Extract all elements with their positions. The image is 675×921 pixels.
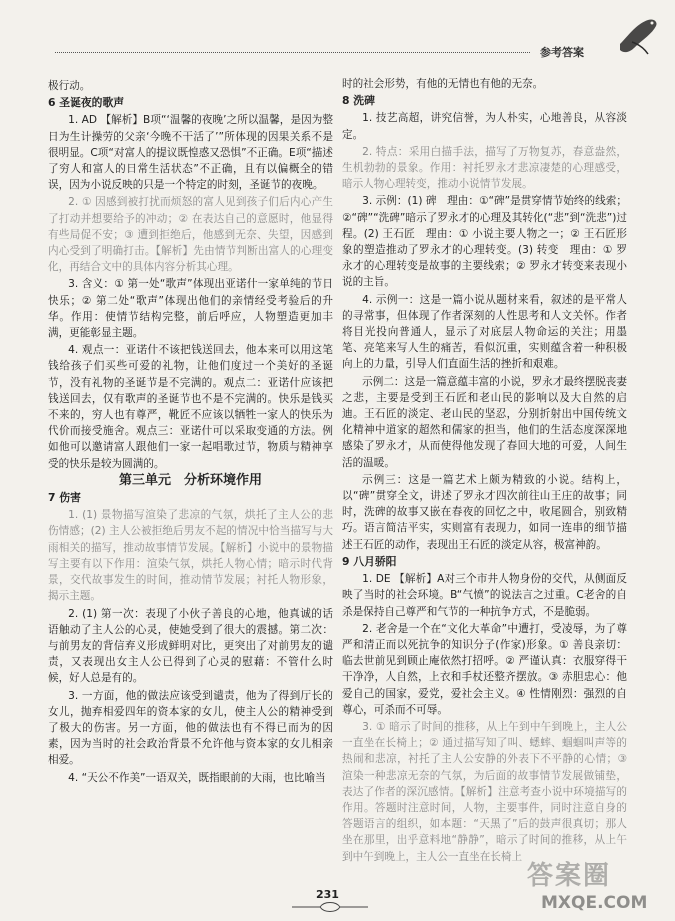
answer-paragraph: 时的社会形势，有他的无情也有他的无奈。 <box>342 78 544 90</box>
answer-paragraph: 2. (1) 第一次：表现了小伙子善良的心地，他真诚的话语触动了主人公的心灵，使她受到了很大的震撼。第二次：与前男友的背信弃义形成鲜明对比，更突出了对前男友的谴责，又表现出女主人公已得到了心灵的慰藉：不管什么时候，好人总是有的。 <box>48 607 333 685</box>
right-column <box>342 76 627 866</box>
answer-paragraph: 极行动。 <box>48 80 91 92</box>
answer-paragraph: 示例三：这是一篇艺术上颇为精致的小说。结构上，以“碑”贯穿全文，讲述了罗永才四次前往山王庄的故事；同时，洗碑的故事又嵌在春夜的回忆之中，收尾圆合，别致精巧。语言简洁平实，实则富有表现力，如同一连串的细节描述王石匠的动作，表现出王石匠的淡定从容，极富神韵。 <box>342 473 627 551</box>
answer-paragraph: 3. 含义：① 第一处“歌声”体现出亚诺什一家单纯的节日快乐；② 第二处“歌声”体现出他们的亲情经受考验后的升华。作用：使情节结构完整，前后呼应，人物塑造更加丰满，更能彰显主题。 <box>48 278 333 340</box>
answer-paragraph: 4. 观点一：亚诺什不该把钱送回去，他本来可以用这笔钱给孩子们买些可爱的礼物，让他们度过一个美好的圣诞节，没有礼物的圣诞节是不完满的。观点二：亚诺什应该把钱送回去，仅有歌声的圣诞节也不是不完满的。快乐是钱买不来的，穷人也有尊严，靴匠不应该以牺牲一家人的快乐为代价而接受施舍。观点三：亚诺什可以采取变通的方法。例如他可以邀请富人跟他们一家一起唱歌过节，物质与精神享受的快乐是较为圆满的。 <box>48 344 333 470</box>
lesson-heading: 8 洗碑 <box>342 94 375 108</box>
answer-paragraph: 4. “天公不作美”一语双关，既指眼前的大雨，也比喻当 <box>68 771 326 784</box>
answer-paragraph: 3. ① 暗示了时间的推移，从上午到中午到晚上，主人公一直坐在长椅上；② 通过描写知了叫、蟋蟀、蝈蝈叫声等的热闹和悲凉，衬托了主人公安静的外表下不平静的心情；③ 渲染一种悲凉无奈的气氛，为后面的故事情节发展做铺垫，表达了作者的深沉感情。【解析】注意考查小说中环境描写的作用。答题时注意时间，人物，主要事件，同时注意自身的答题语言的组织，如本题：“天黑了”后的鼓声很真切；那人坐在那里，出乎意料地“静静”，暗示了时间的推移，从上午到中午到晚上，主人公一直坐在长椅上 <box>342 720 627 863</box>
lesson-heading: 9 八月骄阳 <box>342 554 397 568</box>
answer-paragraph: 1. (1) 景物描写渲染了悲凉的气氛，烘托了主人公的悲伤情感；(2) 主人公被拒绝后男友不起的情况中恰当描写与大雨相关的描写，推动故事情节发展。【解析】小说中的景物描写主要有以下作用：渲染气氛，烘托人物心情；暗示时代背景，交代故事发生的时间，推动情节发展；衬托人物形象，揭示主题。 <box>48 509 333 603</box>
answer-paragraph: 1. AD 【解析】B项“‘温馨的夜晚’之所以温馨，是因为整日为生计操劳的父亲‘今晚不干活了’”所体现的因果关系不是很明显。C项“对富人的提议既惶惑又恐惧”不正确。E项“描述了穷人和富人的日常生活状态”不正确，且有以偏概全的错误，因为小说反映的只是一个特定的时刻，圣诞节的夜晚。 <box>48 114 333 192</box>
answer-paragraph: 4. 示例一：这是一篇小说从题材来看，叙述的是平常人的寻常事，但体现了作者深刻的人性思考和人文关怀。作者将目光投向普通人，显示了对底层人物命运的关注；用墨笔、亮笔来写人生的痛苦，看似沉重，实则蕴含着一种积极向上的力量，引导人们直面生活的挫折和艰难。 <box>342 293 627 371</box>
answer-paragraph: 示例二：这是一篇意蕴丰富的小说，罗永才最终摆脱丧妻之悲，主要是受到王石匠和老山民的影响以及大自然的启迪。王石匠的淡定、老山民的坚忍，分别折射出中国传统文化精神中道家的超然和儒家的担当，他们的生活态度深深地感染了罗永才，从而使得他发现了春回大地的可爱，人间生活的温暖。 <box>342 375 627 469</box>
answer-paragraph: 3. 一方面，他的做法应该受到谴责，他为了得到厅长的女儿，抛弃相爱四年的资本家的女儿，使主人公的精神受到了极大的伤害。另一方面，他的做法也有不得已而为的因素，因为当时的社会政治背景不允许他与资本家的女儿相亲相爱。 <box>48 689 333 767</box>
answer-paragraph: 2. 特点：采用白描手法，描写了万物复苏，春意盎然，生机勃勃的景象。作用：衬托罗永才悲凉凄楚的心理感受，暗示人物心理转变，推动小说情节发展。 <box>342 145 627 191</box>
answer-paragraph: 2. ① 因感到被打扰而烦怒的富人见到孩子们后内心产生了打动并想要给予的冲动；② 在表达自己的意愿时，他显得有些局促不安；③ 遭到拒绝后，他感到无奈、失望，因感到内心受到了明确打击。【解析】先由情节判断出富人的心理变化，再结合文中的具体内容分析其心理。 <box>48 196 333 274</box>
lesson-heading: 7 伤害 <box>48 491 81 505</box>
header-dotted-rule <box>55 52 530 53</box>
lesson-heading: 6 圣诞夜的歌声 <box>48 96 125 110</box>
unit-heading: 第三单元 分析环境作用 <box>118 472 262 488</box>
ink-bird-icon <box>614 14 662 56</box>
footer-ornament-icon <box>290 900 370 914</box>
header-title: 参考答案 <box>540 46 584 59</box>
answer-paragraph: 2. 老舍是一个在“文化大革命”中遭打，受凌辱，为了尊严和清正而以死抗争的知识分子(作家)形象。① 善良亲切：临去世前见到顾止庵依然打招呼。② 严谨认真：衣服穿得干干净净，人自然，上衣和手杖还整齐摆放。③ 赤胆忠心：他爱自己的国家，爱党，爱社会主义。④ 性情刚烈：强烈的自尊心，可杀而不可辱。 <box>342 622 627 716</box>
left-column <box>48 78 333 787</box>
watermark-logo: 答案圈 MXQE.COM <box>527 861 648 913</box>
answer-paragraph: 1. 技艺高超，讲究信誉，为人朴实，心地善良，从容淡定。 <box>342 112 627 141</box>
answer-paragraph: 3. 示例：(1) 碑 理由：①“碑”是贯穿情节始终的线索；②“碑”“洗碑”暗示了罗永才的心理及其转化(“悲”到“洗悲”)过程。(2) 王石匠 理由：① 小说主要人物之一；② 王石匠形象的塑造推动了罗永才的心理转变。(3) 转变 理由：① 罗永才的心理转变是故事的主要线索；② 罗永才转变来表现小说的主旨。 <box>342 195 627 289</box>
answer-paragraph: 1. DE 【解析】A对三个市井人物身份的交代，从侧面反映了当时的社会环境。B“气愤”的说法言之过重。C老舍的自杀是保持自己尊严和气节的一种抗争方式，不是脆弱。 <box>342 573 627 618</box>
page-number: 231 <box>316 888 339 901</box>
